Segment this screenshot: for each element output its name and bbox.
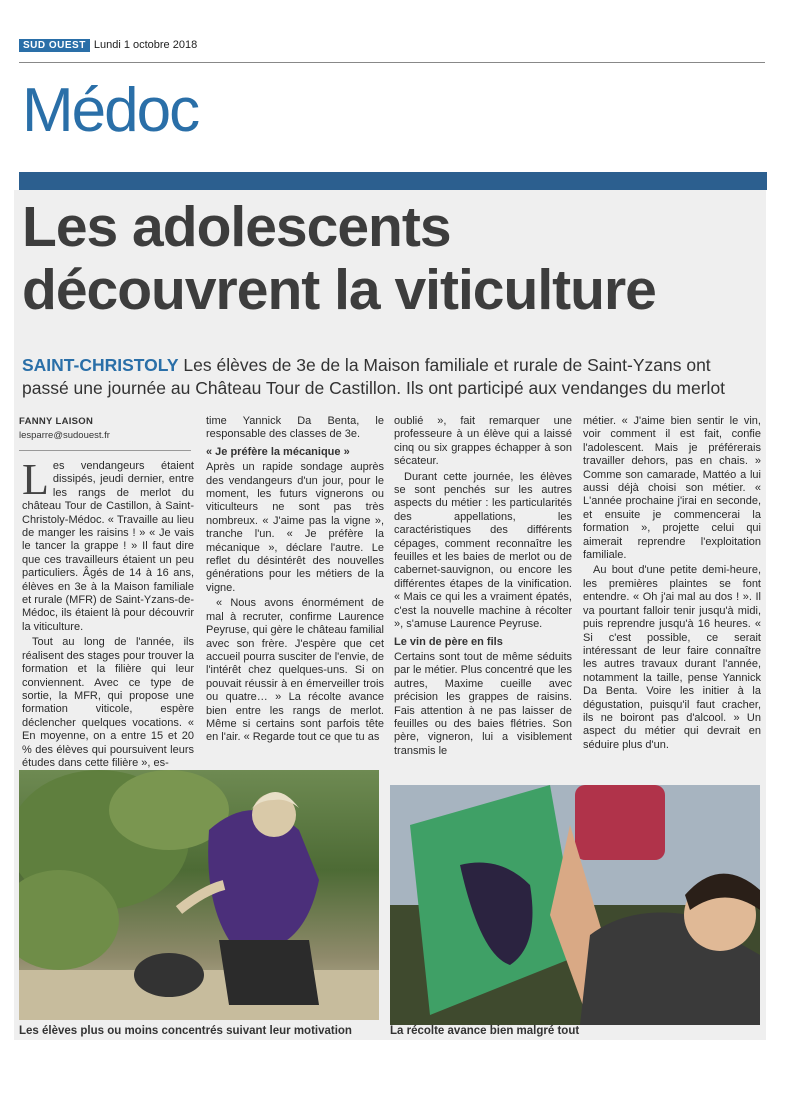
paragraph: Certains sont tout de même séduits par le métier. Plus concentré que les autres, Maxime cueille avec précision les grappes de raisins. Fais attention à ne pas laisser de feuilles ou des baies flétries. Son père, vigneron, lui a visiblement transmis le [394,650,572,757]
article-column-2 [206,415,384,747]
byline [19,415,191,444]
paragraph: Durant cette journée, les élèves se sont penchés sur les autres aspects du métier : les particularités des appellations, les caractéristiques des différents cépages, comment reconnaître les feuilles et les baies de merlot ou de cabernet-sauvignon, ou encore les différentes étapes de la vinification. « Mais ce qui les a vraiment épatés, c'est la nouvelle machine à récolter », s'amuse Laurence Peyruse. [394,470,572,631]
top-rule [19,62,765,63]
intertitle: « Je préfère la mécanique » [206,445,350,458]
paragraph-text: es vendangeurs étaient dissipés, jeudi dernier, entre les rangs de merlot du château Tour de Castillon, à Saint-Christoly-Médoc. « Travaille au lieu de manger les raisins ! » « Je vais le tancer la grappe ! » Il faut dire que ces travailleurs étaient un peu particuliers. Âgés de 14 à 16 ans, élèves en 3e à la Maison familiale et rurale (MFR) de Saint-Yzans-de-Médoc, ils étaient là pour découvrir la viticulture. [22,460,194,633]
paragraph: Tout au long de l'année, ils réalisent des stages pour trouver la formation et la filière qui leur conviennent. Avec ce type de sortie, la MFR, qui propose une formation viticole, espère déclencher quelques vocations. « En moyenne, on a entre 15 et 20 % des élèves qui poursuivent leurs études dans cette filière », es- [22,636,194,769]
publication-date: Lundi 1 octobre 2018 [93,39,198,51]
article-column-1 [22,455,194,772]
photo-harvest-bucket [390,785,760,1025]
photo-caption-2: La récolte avance bien malgré tout [390,1025,580,1037]
masthead [19,37,197,53]
paragraph: oublié », fait remarquer une professeure à un élève qui a laissé cinq ou six grappes échapper à son sécateur. [394,415,572,468]
photo-harvest-illustration [390,785,760,1025]
intertitle: Le vin de père en fils [394,635,503,648]
byline-rule [19,450,191,451]
paragraph [22,455,194,634]
byline-email: lesparre@sudouest.fr [19,430,110,442]
paragraph: Au bout d'une petite demi-heure, les premières plaintes se font entendre. « Oh j'ai mal au dos ! ». Il va pourtant falloir tenir jusqu'à midi, puis reprendre jusqu'à 16 heures. « Si c'est possible, ce serait intéressant de leur faire connaître les autres travaux durant l'année, notamment la taille, pense Yannick Da Benta. Voire les initier à la dégustation, puisqu'il faut cracher, ils ne boiront pas d'alcool. » Un aspect du métier qui devrait en séduire plus d'un. [583,564,761,751]
headline: Les adolescents découvrent la viticulture [22,195,656,322]
article-column-4 [583,415,761,754]
standfirst-location: SAINT-CHRISTOLY [22,355,179,375]
standfirst [22,354,762,400]
photo-vineyard-illustration [19,770,379,1020]
section-title: Médoc [22,76,199,145]
photo-caption-1: Les élèves plus ou moins concentrés suivant leur motivation [19,1025,352,1037]
newspaper-logo: SUD OUEST [19,39,90,52]
standfirst-text: Les élèves de 3e de la Maison familiale et rurale de Saint-Yzans ont passé une journée au Château Tour de Castillon. Ils ont participé aux vendanges du merlot [22,355,726,398]
photo-vineyard-students [19,770,379,1020]
section-bar [19,172,767,190]
paragraph: time Yannick Da Benta, le responsable des classes de 3e. [206,415,384,441]
paragraph: Après un rapide sondage auprès des vendangeurs d'un jour, pour le moment, les futurs vignerons ou viticulteurs ne sont pas très nombreux. « J'aime pas la vigne », tranche l'un. « Je préfère la mécanique », déclare l'autre. Le reflet du désintérêt des nouvelles générations pour les métiers de la vigne. [206,461,384,594]
paragraph: « Nous avons énormément de mal à recruter, confirme Laurence Peyruse, qui gère le château familial avec son frère. J'espère que cet accueil pourra susciter de l'envie, de l'intérêt chez quelques-uns. Si on pouvait réussir à en émerveiller trois ou quatre… » La récolte avance bien entre les rangs de merlot. Même si certains sont parfois tête en l'air. « Regarde tout ce que tu as [206,597,384,744]
dropcap: L [22,455,49,504]
article-column-3 [394,415,572,760]
paragraph: métier. « J'aime bien sentir le vin, voir comment il est fait, confie l'adolescent. Mais je préférerais travailler dehors, pas en chais. » Comme son camarade, Mattéo a lui aussi déjà choisi son métier. « L'année prochaine j'irai en seconde, et ensuite je commencerai la formation », projette celui qui aimerait reprendre l'exploitation familiale. [583,415,761,562]
byline-author: FANNY LAISON [19,416,94,427]
